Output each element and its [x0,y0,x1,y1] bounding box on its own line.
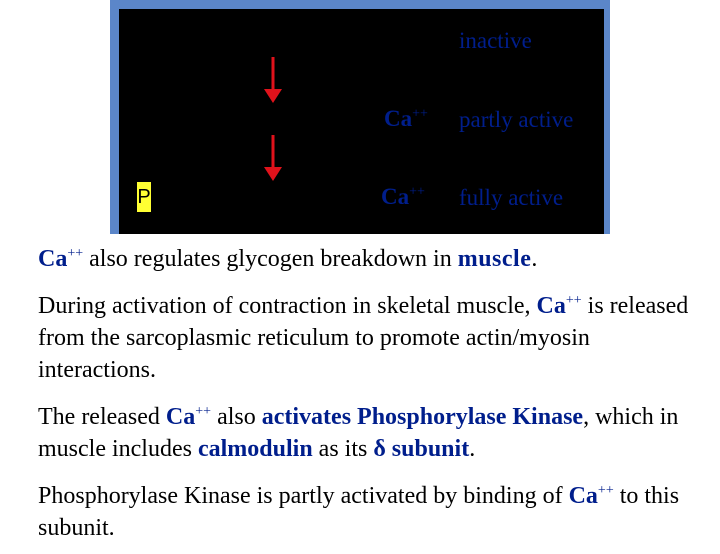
ion-label-2: Ca++ [381,184,425,209]
ion-text: Ca++ [536,293,582,319]
delta-subunit-highlight: δ subunit [373,436,470,462]
paragraph-1: Ca++ also regulates glycogen breakdown in muscle. [38,246,538,272]
down-arrow-icon [261,135,285,183]
paragraph-2: During activation of contraction in skeletal muscle, Ca++ is released from the sarcoplasmic reticulum to promote actin/myosin interactions. [38,293,689,383]
ion-label-1: Ca++ [384,106,428,131]
state-fully-active: fully active [459,185,564,210]
paragraph-3: The released Ca++ also activates Phosphorylase Kinase, which in muscle includes calmodulin as its δ subunit. [38,404,679,462]
phosphate-label: P [137,182,151,212]
diagram-panel [119,9,604,234]
down-arrow-icon [261,57,285,105]
calmodulin-highlight: calmodulin [197,436,313,462]
muscle-highlight: muscle [457,246,532,272]
state-inactive: inactive [459,28,532,53]
ion-text: Ca++ [38,246,84,272]
explanation-text [38,238,708,554]
ion-text: Ca++ [165,404,212,430]
ion-text: Ca++ [568,483,614,509]
kinase-highlight: activates Phosphorylase Kinase [261,404,584,430]
state-partly-active: partly active [459,107,574,132]
activation-diagram [110,0,610,234]
paragraph-4: Phosphorylase Kinase is partly activated by binding of Ca++ to this subunit. [38,483,680,541]
